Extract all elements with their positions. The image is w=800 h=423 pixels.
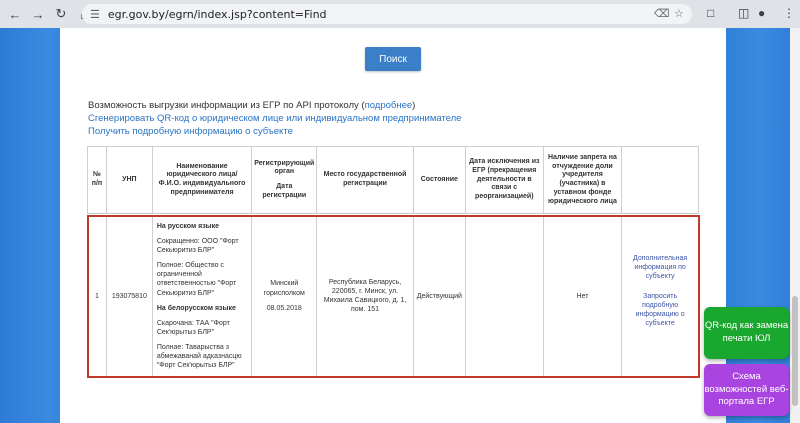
cell-reg-org bbox=[252, 216, 317, 377]
col-num: № п/п bbox=[88, 147, 107, 214]
api-close: ) bbox=[412, 100, 416, 111]
cell-location: Республика Беларусь, 220065, г. Минск, ул. Михаила Савицкого, д. 1, пом. 151 bbox=[317, 216, 413, 377]
col-excl-date: Дата исключения из ЕГР (прекращения деятельности в связи с реорганизацией) bbox=[465, 147, 543, 214]
get-details-link[interactable]: Получить подробную информацию о субъекте bbox=[88, 126, 293, 137]
profile-icon[interactable]: ● bbox=[758, 6, 766, 20]
request-info-link[interactable]: Запросить подробную информацию о субъекте bbox=[635, 292, 685, 327]
ru-full-name: Полное: Общество с ограниченной ответственностью "Форт Секьюритиз БЛР" bbox=[156, 262, 237, 297]
browser-toolbar bbox=[0, 0, 800, 28]
api-more-link[interactable]: подробнее bbox=[364, 100, 413, 111]
sidebar-icon[interactable]: ◫ bbox=[738, 6, 750, 20]
api-info-line bbox=[88, 100, 415, 111]
more-info-link[interactable]: Дополнительная информация по субъекту bbox=[633, 255, 688, 281]
col-reg-date-label: Дата регистрации bbox=[262, 183, 307, 199]
col-actions bbox=[622, 147, 699, 214]
cell-actions bbox=[622, 216, 699, 377]
scrollbar-thumb[interactable] bbox=[792, 296, 798, 406]
cell-ban: Нет bbox=[543, 216, 622, 377]
col-name: Наименование юридического лица/ Ф.И.О. индивидуального предпринимателя bbox=[152, 147, 251, 214]
ru-heading: На русском языке bbox=[156, 223, 220, 230]
cell-state: Действующий bbox=[413, 216, 465, 377]
reg-date-value: 08.05.2018 bbox=[266, 304, 302, 312]
scrollbar[interactable] bbox=[790, 28, 800, 423]
table-header-row bbox=[88, 147, 699, 214]
col-location: Место государственной регистрации bbox=[317, 147, 413, 214]
table-row bbox=[88, 216, 699, 377]
arrow-right-icon[interactable]: → bbox=[31, 6, 45, 22]
api-text: Возможность выгрузки информации из ЕГР по API протоколу ( bbox=[88, 100, 365, 111]
cell-name bbox=[152, 216, 251, 377]
extensions-icon[interactable]: □ bbox=[707, 6, 715, 20]
site-settings-icon[interactable]: ☰ bbox=[90, 8, 100, 21]
menu-icon[interactable]: ⋮ bbox=[783, 6, 795, 20]
col-state: Состояние bbox=[413, 147, 465, 214]
results-table bbox=[87, 146, 699, 377]
star-icon[interactable]: ☆ bbox=[674, 8, 684, 20]
reg-org-value: Минский горисполком bbox=[263, 280, 305, 297]
arrow-left-icon[interactable]: ← bbox=[8, 6, 22, 22]
search-button[interactable]: Поиск bbox=[365, 47, 421, 71]
portal-scheme-button[interactable]: Схема возможностей веб-портала ЕГР bbox=[704, 364, 789, 416]
ru-short-name: Сокращенно: ООО "Форт Секьюритиз БЛР" bbox=[156, 238, 239, 255]
col-reg-org-label: Регистрирующий орган bbox=[254, 159, 315, 176]
by-heading: На белорусском языке bbox=[156, 304, 236, 312]
col-reg-org bbox=[252, 147, 317, 214]
cell-num: 1 bbox=[88, 216, 107, 377]
address-bar[interactable] bbox=[82, 4, 692, 24]
reload-icon[interactable]: ↻ bbox=[55, 6, 67, 21]
translate-icon[interactable]: ⌫ bbox=[654, 8, 670, 20]
url-text[interactable]: egr.gov.by/egrn/index.jsp?content=Find bbox=[107, 7, 327, 21]
qr-seal-button[interactable]: QR-код как замена печати ЮЛ bbox=[704, 307, 789, 359]
qr-generate-link[interactable]: Сгенерировать QR-код о юридическом лице или индивидуальном предпринимателе bbox=[88, 113, 462, 124]
col-unp: УНП bbox=[106, 147, 152, 214]
by-full-name: Полнае: Таварыства з абмежаванай адказнасцю "Форт Сек'юрытыз БЛР" bbox=[156, 343, 242, 370]
cell-excl-date bbox=[465, 216, 543, 377]
cell-unp: 193075810 bbox=[106, 216, 152, 377]
by-short-name: Скарочана: ТАА "Форт Сек'юрытыз БЛР" bbox=[156, 319, 230, 336]
col-ban: Наличие запрета на отчуждение доли учредителя (участника) в уставном фонде юридического лица bbox=[543, 147, 622, 214]
